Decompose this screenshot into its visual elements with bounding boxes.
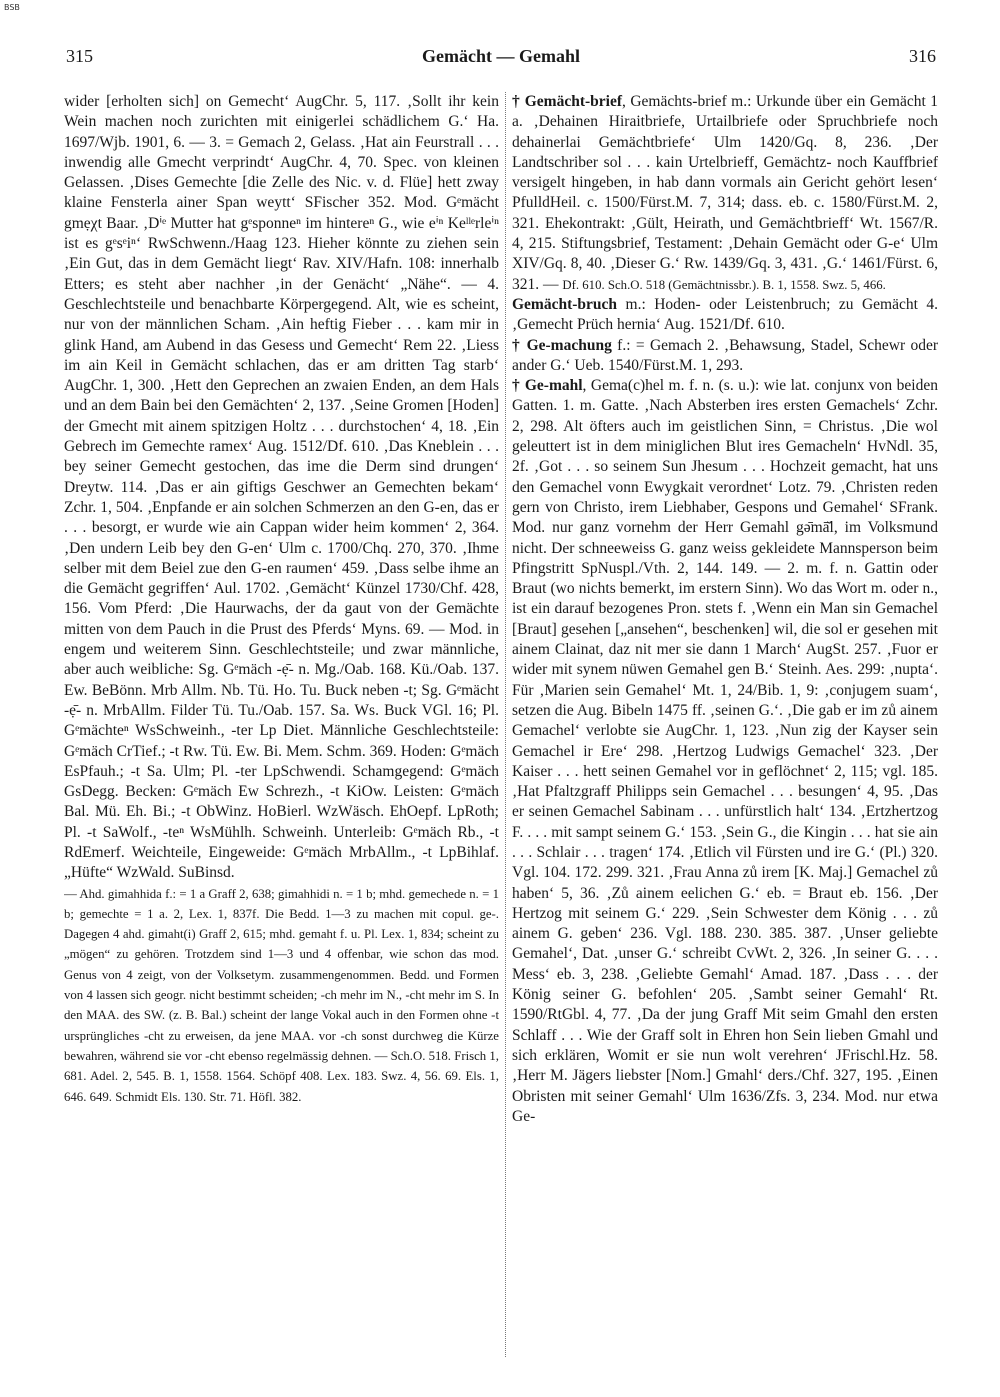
entry-gemachung — [512, 336, 938, 377]
page-number-left: 315 — [66, 46, 93, 66]
right-column — [512, 92, 938, 1362]
etymology-note: — Ahd. gimahhida f.: = 1 a Graff 2, 638; gimahhidi n. = 1 b; mhd. gemechede n. = 1 b; gemechte = 1 a. 2, Lex. 1, 837f. Die Bedd. 1—3 zu machen mit copul. ge-. Dagegen 4 ahd. gimaht(i) Graff 2, 615; mhd. gemaht f. u. Pl. Lex. 1, 834; scheint zu „mögen“ zu gehören. Trotzdem sind 1—3 und 4 offenbar, wie schon das mod. Genus von 4 zeigt, von der Volksetym. zusammengenommen. Bedd. und Formen von 4 lassen sich geogr. nicht bestimmt scheiden; -ch mehr im N., -cht mehr im S. In den MAA. des SW. (z. B. Bal.) scheint der lange Vokal auch in den Formen ohne -t ursprüngliches -cht zu erweisen, da jene MAA. vor -ch sonst durchweg die Kürze bewahren, während sie vor -cht ebenso regelmässig dehnen. — Sch.O. 518. Frisch 1, 681. Adel. 2, 545. B. 1, 1558. 1564. Schöpf 408. Lex. 183. Swz. 4, 56. 69. Els. 1, 646. 649. Schmidt Els. 130. Str. 71. Höfl. 382. — [64, 886, 499, 1104]
library-stamp: BSB — [4, 3, 20, 12]
entry-gemaecht-brief — [512, 92, 938, 295]
page-header — [66, 42, 936, 72]
entry-body: m.: Hoden- oder Leistenbruch; zu Gemächt 4. ‚Gemecht Prüch hernia‘ Aug. 1521/Df. 610. — [512, 295, 938, 334]
entry-gemaecht-bruch — [512, 295, 938, 336]
entry-gemaecht-continuation: wider [erholten sich] on Gemecht‘ AugChr. 5, 117. ‚Sollt ihr kein Wein machen noch zurichten mit einigerlei schädlichem G.‘ Ha. 1697/Wjb. 1901, 6. — 3. = Gemach 2, Gelass. ‚Hat ain Feurstrall . . . inwendig alle Gmecht verprindt‘ AugChr. 4, 70. Spec. von kleinen Gelassen. ‚Dises Gemechte [die Zelle des Nic. v. d. Flüe] hett zway klaine Fensterla ainer Span weytt‘ SFischer 352. Mod. Gᵉmächt gmẹχt Baar. ‚Dⁱᵉ Mutter hat gᵉsponneⁿ im hintereⁿ G., wie eⁱⁿ Keˡˡᵉrleⁱⁿ ist es gᵉsᵉiⁿ‘ RwSchwenn./Haag 123. Hieher könnte zu ziehen sein ‚Ein Gut, das in dem Gemächt liegt‘ Rav. XIV/Hafn. 108: innerhalb Etters; es steht aber nachher ‚in der Genächt‘ „Nähe“. — 4. Geschlechtsteile und benachbarte Körpergegend. Alt, wie es scheint, nur von der männlichen Scham. ‚Ain heftig Fieber . . . kam mir in glink Hand, am Aubend in das Gesess und Gemecht‘ Rem 22. ‚Liess im ain Keil in Gemächt schlachen, das er am dritten Tag starb‘ AugChr. 1, 300. ‚Hett den Geprechen an zwaien Enden, an dem Hals und an dem Bain bei den Gemächten‘ 2, 137. ‚Seine Gromen [Hoden] der Gmecht mit ainem spitzigen Holtz . . . durchstochen‘ 4, 18. ‚Ein Gebrech im Gemechte ramex‘ Aug. 1512/Df. 610. ‚Das Kneblein . . . bey seiner Gemecht gestochen, das ime die Derm sind drungen‘ Dreytw. 114. ‚Das er ain giftigs Geschwer an Gemechten bekam‘ Zchr. 1, 504. ‚Enpfande er ain solchen Schmerzen an den G-en, das er . . . besorgt, er wurde wie ain Cappan wider heim kommen‘ 2, 364. ‚Den undern Leib bey den G-en‘ Ulm c. 1700/Chq. 270, 370. ‚Ihme selber mit dem Beiel zue den G-en raumen‘ 459. ‚Dass selbe ihme an die Gemächt gegriffen‘ Aul. 1702. ‚Gemächt‘ Künzel 1730/Chf. 428, 156. Vom Pferd: ‚Die Haurwachs, der da gaut von der Gemächte mitten von dem Pauch in die Prust des Pferds‘ Myns. 69. — Mod. in engem und weiterem Sinn. Geschlechtsteile; und zwar männliche, aber auch weibliche: Sg. Gᵉmäch -ẹ̄- n. Mg./Oab. 168. Kü./Oab. 137. Ew. BeBönn. Mrb Allm. Nb. Tü. Ho. Tu. Buck neben -t; Sg. Gᵉmächt -ẹ̄- n. MrbAllm. Filder Tü. Tu./Oab. 157. Sa. Ws. Buck VGl. 16; Pl. Gᵉmächteⁿ WsSchweinh., -ter Lp Diet. Männliche Geschlechtsteile: Gᵉmäch CrTief.; -t Rw. Tü. Ew. Bi. Mem. Schm. 369. Hoden: Gᵉmäch EsPfauh.; -t Sa. Ulm; Pl. -ter LpSchwendi. Schamgegend: Gᵉmäch GsDegg. Becken: Gᵉmäch Ew Schrezh., -t KiOw. Leisten: Gᵉmäch Bal. Mü. Eh. Bi.; -t ObWinz. HoBierl. WzWäsch. EhOepf. LpRoth; Pl. -t SaWolf., -teⁿ WsMühlh. Schweinh. Unterleib: Gᵉmäch Rb., -t RdEmerf. Weichteile, Eingeweide: Gᵉmäch MrbAllm., -t LpBihlaf. „Hüfte“ WzWald. SuBinsd. — [64, 93, 499, 882]
entry-body: , Gemächts-brief m.: Urkunde über ein Gemächt 1 a. ‚Dehainen Hiraitbriefe, Urtailbriefe oder Spruchbriefe noch dehainerlai Gemächtbriefe‘ Ulm 1420/Gq. 8, 236. ‚Der Landtschriber sol . . . kain Urtelbrieff, Gemächtz- noch Kauffbrief versigelt hingeben, in hab dann vormals ain Gericht gehört lesen‘ PfulldHeil. c. 1500/Fürst.M. 7, 314; dass. eb. c. 1580/Fürst.M. 2, 321. Ehekontrakt: ‚Gült, Heirath, und Gemächtbrieff‘ Wt. 1567/R. 4, 215. Stiftungsbrief, Testament: ‚Dehain Gemächt oder G-e‘ Ulm XIV/Gq. 8, 40. ‚Dieser G.‘ Rw. 1439/Gq. 3, 431. ‚G.‘ 1461/Fürst. 6, 321. — — [512, 93, 938, 293]
entry-headword: † Ge-machung — [512, 336, 612, 354]
entry-headword: Gemächt-bruch — [512, 295, 618, 313]
entry-body: , Gema(c)hel m. f. n. (s. u.): wie lat. conjunx von beiden Gatten. 1. m. Gatte. ‚Nach Absterben ires ersten Gemachels‘ Zchr. 2, 298. Alt öfters auch im geistlichen Sinn, = Christus. ‚Die wol geleuttert ist in dem miniglichen Blut ires Gemacheln‘ HvNdl. 35, 2f. ‚Got . . . so seinem Sun Jhesum . . . Hochzeit gemacht, hat uns den Gemachel vonn Ewygkait verordnet‘ Lotz. 79. ‚Christen reden gern von Christo, irem Liebhaber, Gespons und Gemahel‘ SFrank. Mod. nur ganz vornehm der Herr Gemahl gə̄mā̆l, im Volksmund nicht. Der schneeweiss G. ganz weiss gekleidete Mannsperson beim Pfingstritt SpNuspl./Vth. 2, 144. 149. — 2. m. f. n. Gattin oder Braut (wo nichts bemerkt, im erstern Sinn). Wo das Wort m. oder n., ist ein darauf bezogenes Pron. stets f. ‚Wenn ein Man sin Gemachel [Braut] gesehen [„ansehen“, beschenken] wil, die sol er gesehen mit ainem Clainat, daz nit mer sie dann 1 March‘ AugSt. 257. ‚Fuor er wider mit synem nüwen Gemahel gen B.‘ Steinh. Aes. 299: ‚nupta‘. Für ‚Marien sein Gemahel‘ Mt. 1, 24/Bib. 1, 9: ‚conjugem suam‘, setzen die Aug. Bibeln 1475 ff. ‚seinen G.‘. ‚Die gab er im zů ainem Gemachel‘ verlobte sie AugChr. 1, 123. ‚Nun zig der Kayser sein Gemachel ir Ere‘ 298. ‚Hertzog Ludwigs Gemachel‘ 323. ‚Der Kaiser . . . hett seinen Gemahel vor in geflöchnet‘ 2, 115; vgl. 185. ‚Hat Pfaltzgraff Philipps sein Gemachel . . . besungen‘ 4, 95. ‚Das er seinen Gemachel Sabinam . . . unfürstlich halt‘ 134. ‚Ertzhertzog F. . . . mit sampt seinem G.‘ 153. ‚Sein G., die Kingin . . . hat sie ain . . . Schlair . . . tragen‘ 174. ‚Etlich vil Fürsten und ire G.‘ (Pl.) 320. Vgl. 104. 172. 299. 321. ‚Frau Anna zů irem [K. Maj.] Gemachel zů haben‘ 5, 36. ‚Zů ainem eelichen G.‘ eb. = Braut eb. 156. ‚Der Hertzog mit seinem G.‘ 229. ‚Sein Schwester dem König . . . zů ainem G. geben‘ 236. Vgl. 188. 230. 385. 387. ‚Unser geliebte Gemahel‘, Dat. ‚unser G.‘ schreibt CvWt. 2, 326. ‚In seiner G. . . . Mess‘ eb. 3, 238. ‚Geliebte Gemahl‘ Amad. 187. ‚Dass . . . der König seiner G. befohlen‘ 205. ‚Sambt seiner Gemahl‘ Rt. 1590/RtGbl. 4, 77. ‚Da der jung Graff Mit seim Gmahl den ersten Schlaff . . . Wie der Graff solt in Ehren hon Sein lieben Gmahl und sich erklären, Womit er sie nun wolt verehren‘ JFrischl.Hz. 58. ‚Herr M. Jägers liebster [Nom.] Gmahl‘ ders./Chf. 327, 195. ‚Einen Obristen mit seiner Gemahl‘ Ulm 1636/Zfs. 3, 234. Mod. nur etwa Ge- — [512, 377, 938, 1125]
column-divider — [505, 92, 506, 1357]
entry-body: f.: = Gemach 2. ‚Behawsung, Stadel, Schewr oder ander G.‘ Ueb. 1540/Fürst.M. 1, 293. — [512, 336, 938, 374]
running-headword: Gemächt — Gemahl — [422, 46, 580, 66]
entry-note: Df. 610. Sch.O. 518 (Gemächtnissbr.). B. 1, 1558. Swz. 5, 466. — [562, 277, 886, 292]
entry-headword: † Gemächt-brief — [512, 93, 623, 110]
left-column — [64, 92, 499, 1362]
entry-headword: † Ge-mahl — [512, 377, 583, 395]
entry-gemahl — [512, 376, 938, 1127]
page-number-right: 316 — [909, 46, 936, 66]
